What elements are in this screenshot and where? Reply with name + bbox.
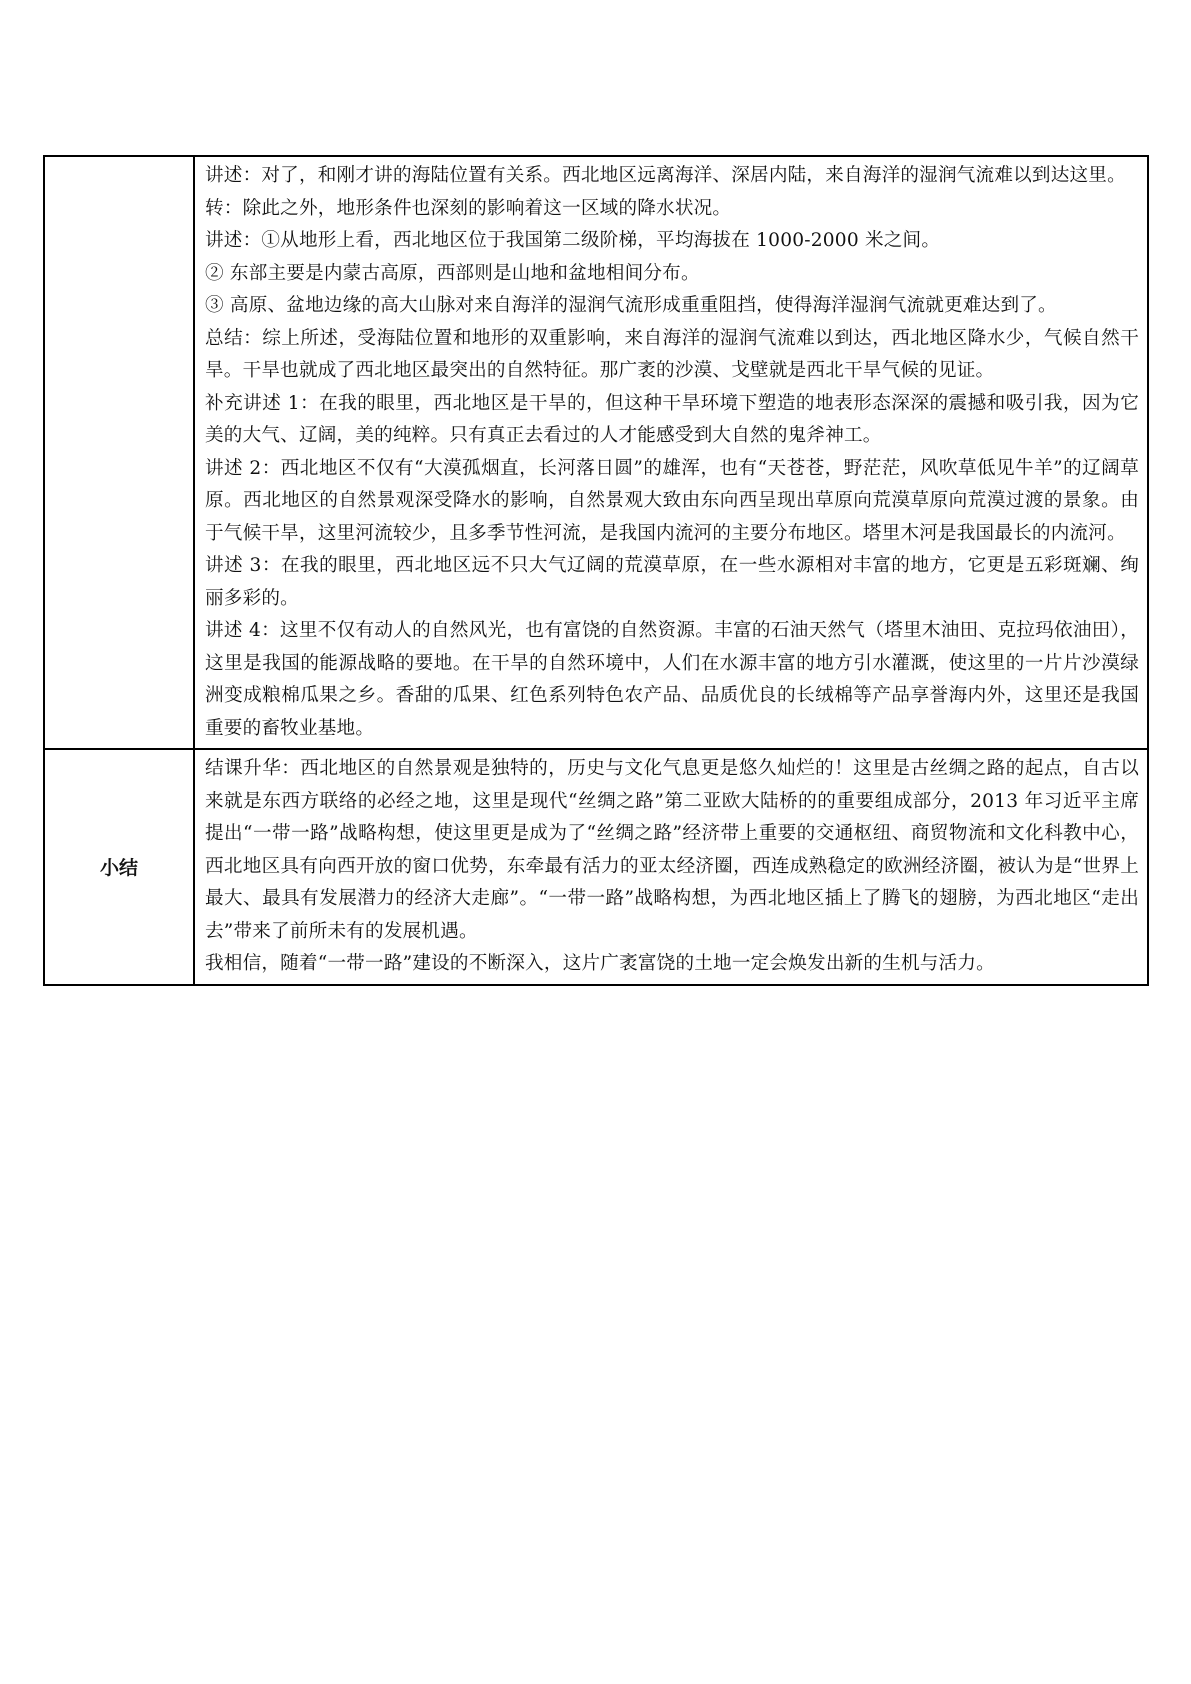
paragraph: 结课升华：西北地区的自然景观是独特的，历史与文化气息更是悠久灿烂的！这里是古丝绸之路的起点，自古以来就是东西方联络的必经之地，这里是现代“丝绸之路”第二亚欧大陆桥的的重要组成部分，2013 年习近平主席提出“一带一路”战略构想，使这里更是成为了“丝绸之路”经济带上重要的交通枢纽、商贸物流和文化科教中心，西北地区具有向西开放的窗口优势，东牵最有活力的亚太经济圈，西连成熟稳定的欧洲经济圈，被认为是“世界上最大、最具有发展潜力的经济大走廊”。“一带一路”战略构想，为西北地区插上了腾飞的翅膀，为西北地区“走出去”带来了前所未有的发展机遇。 [205, 758, 1139, 942]
row-label [44, 156, 194, 749]
row-label-summary: 小结 [44, 749, 194, 985]
paragraph: ③ 高原、盆地边缘的高大山脉对来自海洋的湿润气流形成重重阻挡，使得海洋湿润气流就更难达到了。 [205, 295, 1057, 316]
paragraph: 讲述：①从地形上看，西北地区位于我国第二级阶梯，平均海拔在 1000-2000 米之间。 [205, 230, 941, 251]
table-row [44, 749, 1148, 985]
lesson-plan-table [43, 155, 1149, 986]
table-row [44, 156, 1148, 749]
paragraph: 总结：综上所述，受海陆位置和地形的双重影响，来自海洋的湿润气流难以到达，西北地区降水少，气候自然干旱。干旱也就成了西北地区最突出的自然特征。那广袤的沙漠、戈壁就是西北干旱气候的见证。 [205, 327, 1139, 381]
row-content [194, 749, 1148, 985]
paragraph: 转：除此之外，地形条件也深刻的影响着这一区域的降水状况。 [205, 197, 732, 219]
paragraph: 讲述 2：西北地区不仅有“大漠孤烟直，长河落日圆”的雄浑，也有“天苍苍，野茫茫，风吹草低见牛羊”的辽阔草原。西北地区的自然景观深受降水的影响，自然景观大致由东向西呈现出草原向荒漠草原向荒漠过渡的景象。由于气候干旱，这里河流较少，且多季节性河流，是我国内流河的主要分布地区。塔里木河是我国最长的内流河。 [205, 457, 1139, 544]
paragraph: 讲述 4：这里不仅有动人的自然风光，也有富饶的自然资源。丰富的石油天然气（塔里木油田、克拉玛依油田），这里是我国的能源战略的要地。在干旱的自然环境中，人们在水源丰富的地方引水灌溉，使这里的一片片沙漠绿洲变成粮棉瓜果之乡。香甜的瓜果、红色系列特色农产品、品质优良的长绒棉等产品享誉海内外，这里还是我国重要的畜牧业基地。 [205, 620, 1139, 739]
paragraph: ② 东部主要是内蒙古高原，西部则是山地和盆地相间分布。 [205, 262, 700, 284]
paragraph: 补充讲述 1：在我的眼里，西北地区是干旱的，但这种干旱环境下塑造的地表形态深深的震撼和吸引我，因为它美的大气、辽阔，美的纯粹。只有真正去看过的人才能感受到大自然的鬼斧神工。 [205, 392, 1139, 446]
paragraph: 讲述 3：在我的眼里，西北地区远不只大气辽阔的荒漠草原，在一些水源相对丰富的地方，它更是五彩斑斓、绚丽多彩的。 [205, 555, 1139, 609]
paragraph: 我相信，随着“一带一路”建设的不断深入，这片广袤富饶的土地一定会焕发出新的生机与活力。 [205, 953, 995, 974]
paragraph: 讲述：对了，和刚才讲的海陆位置有关系。西北地区远离海洋、深居内陆，来自海洋的湿润气流难以到达这里。 [205, 165, 1126, 186]
row-content [194, 156, 1148, 749]
